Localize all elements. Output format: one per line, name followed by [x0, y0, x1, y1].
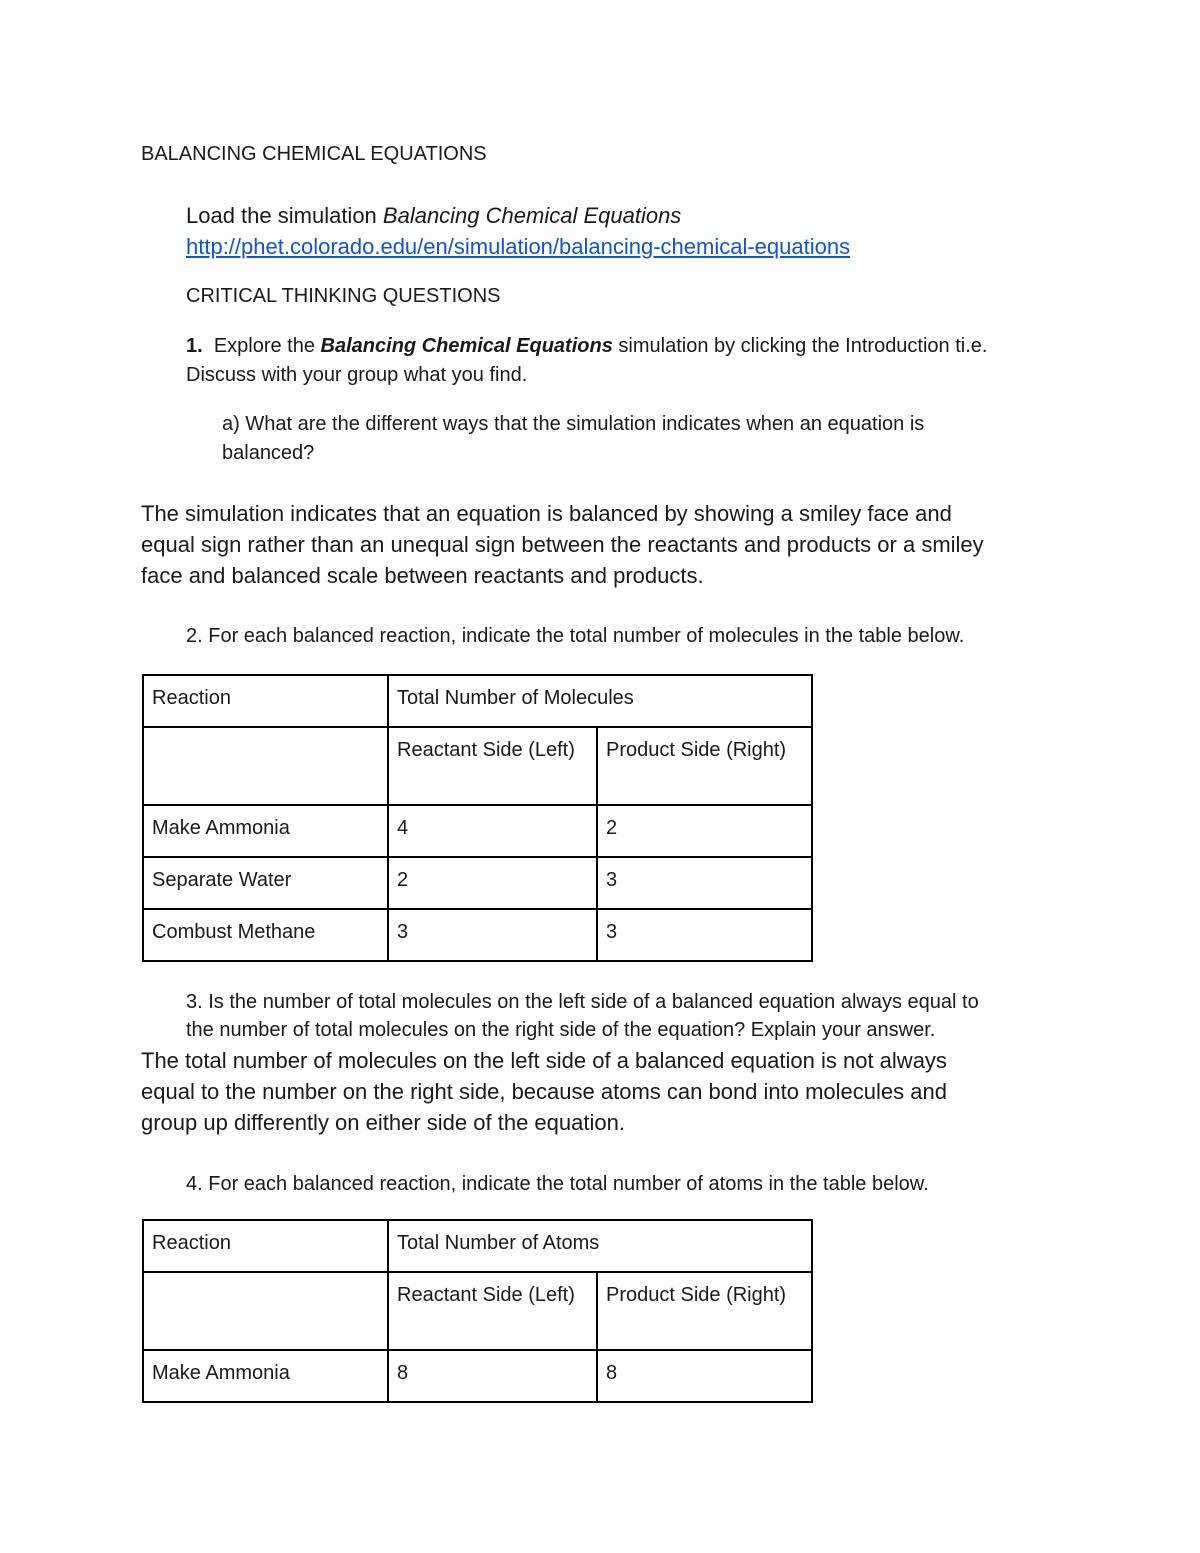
product-count: 3 — [597, 857, 812, 909]
question-1-number: 1. — [186, 335, 203, 357]
table-header-reaction: Reaction — [143, 1220, 388, 1272]
simulation-link[interactable]: http://phet.colorado.edu/en/simulation/balancing-chemical-equations — [186, 234, 851, 259]
question-1a-line-1: a) What are the different ways that the simulation indicates when an equation is — [222, 413, 925, 435]
answer-3-line-1: The total number of molecules on the left side of a balanced equation is not always — [141, 1048, 947, 1073]
question-1 — [186, 332, 987, 361]
load-instruction — [186, 200, 681, 231]
product-count: 2 — [597, 805, 812, 857]
table-header-reactant-side: Reactant Side (Left) — [388, 1272, 597, 1350]
question-1-line-2: Discuss with your group what you find. — [186, 364, 528, 386]
table-header-product-side: Product Side (Right) — [597, 727, 812, 805]
reaction-name: Separate Water — [143, 857, 388, 909]
simulation-name: Balancing Chemical Equations — [382, 203, 682, 228]
reactant-count: 3 — [388, 909, 597, 961]
question-4: 4. For each balanced reaction, indicate the total number of atoms in the table below. — [186, 1173, 929, 1195]
product-count: 8 — [597, 1350, 812, 1402]
table-cell-empty — [143, 1272, 388, 1350]
answer-1-line-3: face and balanced scale between reactants and products. — [141, 563, 704, 588]
molecules-table — [142, 674, 813, 962]
critical-thinking-heading: CRITICAL THINKING QUESTIONS — [186, 285, 501, 307]
table-row — [143, 1350, 812, 1402]
reactant-count: 4 — [388, 805, 597, 857]
table-header-reactant-side: Reactant Side (Left) — [388, 727, 597, 805]
table-row — [143, 857, 812, 909]
table-row — [143, 909, 812, 961]
table-row — [143, 805, 812, 857]
answer-3-line-2: equal to the number on the right side, because atoms can bond into molecules and — [141, 1079, 947, 1104]
reactant-count: 8 — [388, 1350, 597, 1402]
reactant-count: 2 — [388, 857, 597, 909]
question-3-line-1: 3. Is the number of total molecules on the left side of a balanced equation always equal to — [186, 991, 979, 1013]
table-header-total: Total Number of Molecules — [388, 675, 812, 727]
atoms-table — [142, 1219, 813, 1403]
reaction-name: Make Ammonia — [143, 1350, 388, 1402]
reaction-name: Combust Methane — [143, 909, 388, 961]
load-prefix: Load the simulation — [186, 203, 383, 228]
product-count: 3 — [597, 909, 812, 961]
question-1a-line-2: balanced? — [222, 442, 315, 464]
answer-1-line-2: equal sign rather than an unequal sign between the reactants and products or a smiley — [141, 532, 984, 557]
document-title: BALANCING CHEMICAL EQUATIONS — [141, 143, 487, 165]
question-3-line-2: the number of total molecules on the right side of the equation? Explain your answer. — [186, 1019, 936, 1041]
table-header-total: Total Number of Atoms — [388, 1220, 812, 1272]
table-cell-empty — [143, 727, 388, 805]
question-1-text-post: simulation by clicking the Introduction ti.e. — [612, 335, 988, 357]
table-header-reaction: Reaction — [143, 675, 388, 727]
reaction-name: Make Ammonia — [143, 805, 388, 857]
question-1-text-pre: Explore the — [213, 335, 321, 357]
question-1-sim-name: Balancing Chemical Equations — [320, 335, 613, 357]
question-2: 2. For each balanced reaction, indicate the total number of molecules in the table below. — [186, 625, 965, 647]
table-header-product-side: Product Side (Right) — [597, 1272, 812, 1350]
answer-1-line-1: The simulation indicates that an equation is balanced by showing a smiley face and — [141, 501, 952, 526]
answer-3-line-3: group up differently on either side of the equation. — [141, 1110, 625, 1135]
